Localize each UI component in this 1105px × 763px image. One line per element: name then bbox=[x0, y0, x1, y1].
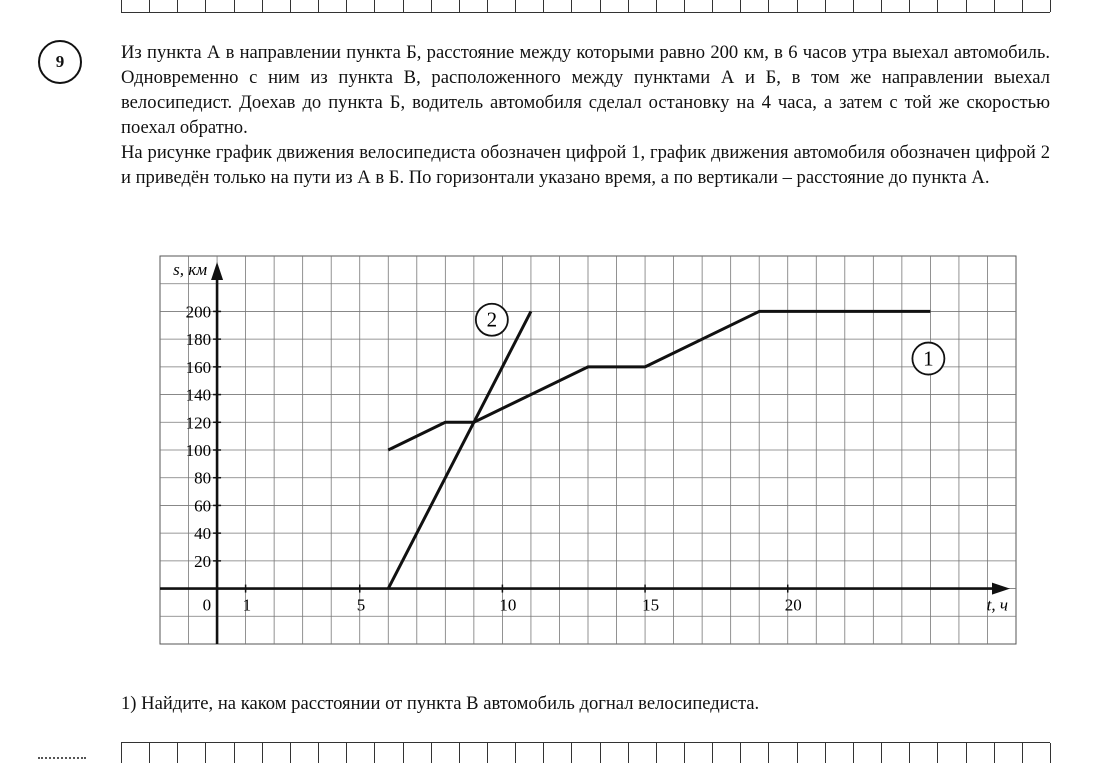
answer-cell-line bbox=[234, 743, 235, 763]
answer-cell-line bbox=[853, 743, 854, 763]
answer-cell-line bbox=[149, 743, 150, 763]
chart-series bbox=[388, 304, 944, 589]
x-tick-label: 1 bbox=[242, 595, 252, 615]
answer-cell-line bbox=[600, 743, 601, 763]
chart-axes bbox=[160, 262, 1010, 644]
answer-cell-line bbox=[740, 743, 741, 763]
y-tick-label: 20 bbox=[194, 551, 212, 571]
series-label-2: 2 bbox=[486, 307, 498, 332]
y-tick-label: 180 bbox=[185, 330, 212, 350]
y-tick-label: 60 bbox=[194, 496, 212, 516]
y-axis-label: s, км bbox=[173, 260, 208, 279]
answer-cell-line bbox=[543, 743, 544, 763]
answer-cell-line bbox=[346, 743, 347, 763]
chart-grid bbox=[160, 256, 1016, 644]
answer-cell-line bbox=[487, 743, 488, 763]
answer-cell-line bbox=[1050, 743, 1051, 763]
task-question: 1) Найдите, на каком расстоянии от пункта В автомобиль догнал велосипедиста. bbox=[121, 693, 760, 714]
y-tick-label: 200 bbox=[185, 302, 212, 322]
answer-cell-line bbox=[515, 743, 516, 763]
answer-cell-line bbox=[825, 743, 826, 763]
answer-cell-line bbox=[628, 743, 629, 763]
y-tick-label: 80 bbox=[194, 468, 212, 488]
x-tick-label: 5 bbox=[356, 595, 366, 615]
answer-cell-line bbox=[571, 743, 572, 763]
chart-tick-labels bbox=[173, 260, 1008, 615]
y-axis-arrow bbox=[211, 262, 223, 280]
x-axis-arrow bbox=[992, 583, 1010, 595]
answer-cell-line bbox=[712, 743, 713, 763]
answer-cell-line bbox=[966, 743, 967, 763]
answer-grid-bottom bbox=[121, 742, 1050, 763]
problem-paragraph-2: На рисунке график движения велосипедиста обозначен цифрой 1, график движения автомобиля обозначен цифрой 2 и приведён только на пути из А в Б. По горизонтали указано время, а по вертикали – расстояние до пункта А. bbox=[121, 142, 1050, 188]
x-tick-label: 20 bbox=[784, 595, 802, 615]
answer-cell-line bbox=[994, 743, 995, 763]
x-tick-label: 15 bbox=[642, 595, 660, 615]
answer-cell-line bbox=[459, 743, 460, 763]
y-tick-label: 160 bbox=[185, 357, 212, 377]
answer-cell-line bbox=[656, 743, 657, 763]
y-tick-label: 40 bbox=[194, 524, 212, 544]
answer-cell-line bbox=[937, 743, 938, 763]
answer-cell-line bbox=[121, 743, 122, 763]
problem-paragraph-1: Из пункта А в направлении пункта Б, расстояние между которыми равно 200 км, в 6 часов утра выехал автомобиль. Одновременно с ним из пункта В, расположенного между пунктами А и Б, в том же направлении выехал велосипедист. Доехав до пункта Б, водитель автомобиля сделал остановку на 4 часа, а затем с той же скоростью поехал обратно. bbox=[121, 42, 1050, 138]
x-axis-label: t, ч bbox=[986, 595, 1008, 615]
question-number: 9 bbox=[38, 40, 82, 84]
answer-cell-line bbox=[909, 743, 910, 763]
answer-cell-line bbox=[262, 743, 263, 763]
answer-cell-line bbox=[177, 743, 178, 763]
y-tick-label: 140 bbox=[185, 385, 212, 405]
y-tick-label: 100 bbox=[185, 441, 212, 460]
answer-cell-line bbox=[1022, 743, 1023, 763]
answer-cell-line bbox=[403, 743, 404, 763]
y-tick-label: 120 bbox=[185, 413, 212, 433]
answer-cell-line bbox=[205, 743, 206, 763]
answer-cell-line bbox=[881, 743, 882, 763]
answer-cell-line bbox=[768, 743, 769, 763]
answer-cell-line bbox=[684, 743, 685, 763]
margin-dotted-line bbox=[38, 757, 86, 759]
answer-cell-line bbox=[431, 743, 432, 763]
answer-cell-line bbox=[374, 743, 375, 763]
series-label-1: 1 bbox=[923, 346, 934, 371]
answer-cell-line bbox=[290, 743, 291, 763]
answer-cell-line bbox=[797, 743, 798, 763]
x-tick-label: 10 bbox=[499, 595, 517, 615]
origin-label: 0 bbox=[202, 595, 212, 615]
answer-cell-line bbox=[318, 743, 319, 763]
